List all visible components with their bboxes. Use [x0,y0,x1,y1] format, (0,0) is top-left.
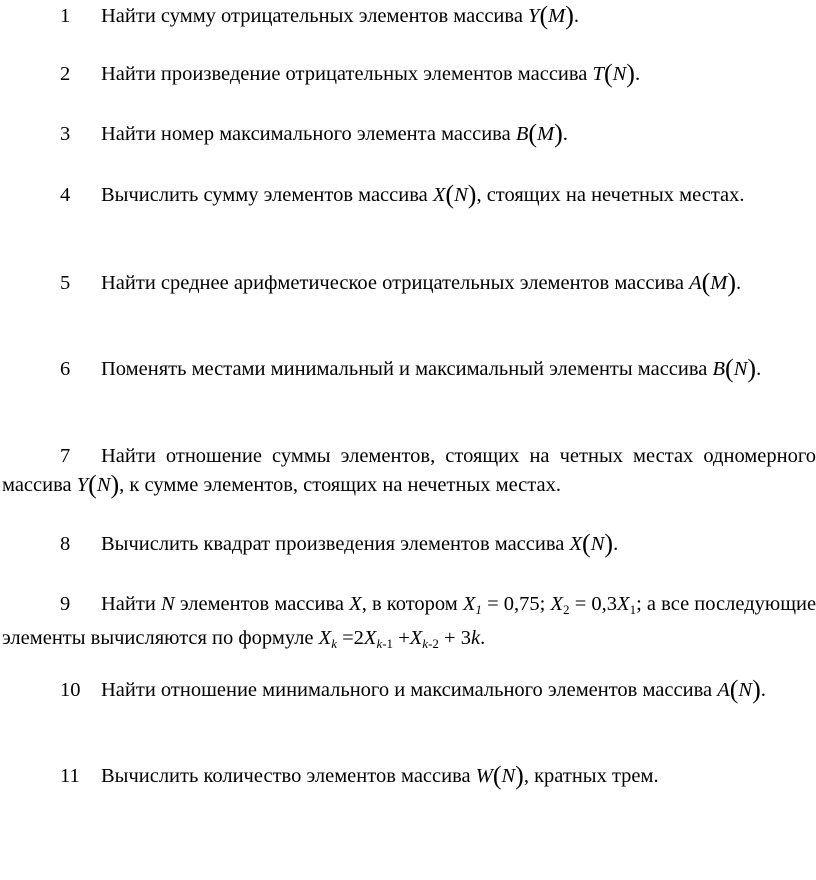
subscript: 1 [629,602,637,617]
array-name: B [712,358,726,380]
task-number: 9 [60,593,71,615]
task-text: Вычислить сумму элементов массива [101,184,428,206]
task-text: Найти среднее арифметическое отрицательных элементов массива [101,272,684,294]
task-text: Найти отношение суммы элементов, стоящих на четных местах одномерного массива [2,445,816,496]
task-text: Вычислить квадрат произведения элементов массива [101,533,565,555]
array-size: M [548,5,566,27]
task-text-after: , к сумме элементов, стоящих на нечетных местах. [119,474,561,496]
task-text: Вычислить количество элементов массива [101,765,471,787]
task-text-after: . [573,5,579,27]
array-expression: W(N) [475,761,524,790]
array-name: A [689,272,702,294]
task-text-after: . [634,63,641,85]
array-expression: Y(N) [76,470,120,499]
var-n: N [160,593,175,615]
task-text: Найти номер максимального элемента массива [101,123,511,145]
array-expression: B(N) [712,354,757,383]
var-x: X [349,593,362,615]
task-text: элементов массива [179,593,344,615]
task-text: Найти [101,593,156,615]
var-x2: X [550,593,564,615]
array-size: N [590,533,605,555]
task-text-after: . [760,679,766,701]
array-size: N [738,679,753,701]
task-6 [2,355,816,384]
array-name: A [717,679,730,701]
task-text: Найти произведение отрицательных элементов массива [101,63,588,85]
array-expression: Y(M) [528,1,574,30]
task-text-after: , кратных трем. [523,765,659,787]
array-name: B [515,123,529,145]
task-text: , в котором [361,593,458,615]
array-size: N [501,765,516,787]
task-number: 3 [60,123,71,145]
array-expression: B(M) [515,119,563,148]
task-number: 11 [60,765,80,787]
task-4 [2,181,816,210]
array-name: Y [76,474,89,496]
task-2 [2,60,816,89]
task-text-after: . [480,627,486,649]
subscript: k [331,636,337,651]
equation-part: + 3 [444,627,471,649]
subscript: k [422,636,429,651]
task-text-after: , стоящих на нечетных местах. [476,184,745,206]
task-number: 5 [60,272,71,294]
task-8 [2,530,816,559]
task-5 [2,269,816,298]
task-text-after: . [736,272,742,294]
array-size: N [454,184,468,206]
array-name: X [569,533,583,555]
task-11 [2,762,816,791]
var-x1: X [617,593,630,615]
subscript: 2 [563,602,570,617]
array-name: T [592,63,604,85]
task-text-after: . [756,358,762,380]
task-3 [2,120,816,149]
task-text: Найти сумму отрицательных элементов массива [101,5,523,27]
var-xk2: X [409,627,423,649]
task-9 [2,590,816,658]
subscript: 1 [475,602,482,617]
task-number: 4 [60,184,71,206]
task-number: 7 [60,445,71,467]
array-expression: X(N) [569,529,614,558]
task-text: ; а все последующие элементы вычисляются по формуле [2,593,816,649]
subscript: -1 [382,636,394,651]
equation-part: =2 [342,627,364,649]
array-size: N [733,358,748,380]
var-xk: X [318,627,332,649]
subscript: -2 [428,636,439,651]
array-size: M [710,272,728,294]
array-name: X [432,184,446,206]
task-text: Поменять местами минимальный и максимальный элементы массива [101,358,708,380]
task-text-after: . [562,123,568,145]
array-expression: A(N) [717,675,761,704]
array-size: M [537,123,555,145]
task-text: Найти отношение минимального и максимального элементов массива [101,679,713,701]
task-number: 1 [60,5,71,27]
array-size: N [96,474,111,496]
equation-part: + [398,627,410,649]
var-x1: X [462,593,476,615]
task-10 [2,676,816,705]
array-expression: X(N) [432,180,477,209]
equation-part: = 0,3 [574,593,618,615]
array-size: N [612,63,627,85]
task-number: 2 [60,63,71,85]
task-7 [2,442,816,500]
subscript: k [376,636,383,651]
task-number: 8 [60,533,71,555]
array-name: W [475,765,493,787]
task-number: 6 [60,358,71,380]
array-name: Y [528,5,540,27]
task-number: 10 [60,679,81,701]
array-expression: T(N) [592,59,635,88]
task-1 [2,2,816,31]
task-text-after: . [613,533,619,555]
var-xk1: X [363,627,377,649]
equation-part: = 0,75; [487,593,546,615]
array-expression: A(M) [689,268,737,297]
var-k: k [470,627,481,649]
